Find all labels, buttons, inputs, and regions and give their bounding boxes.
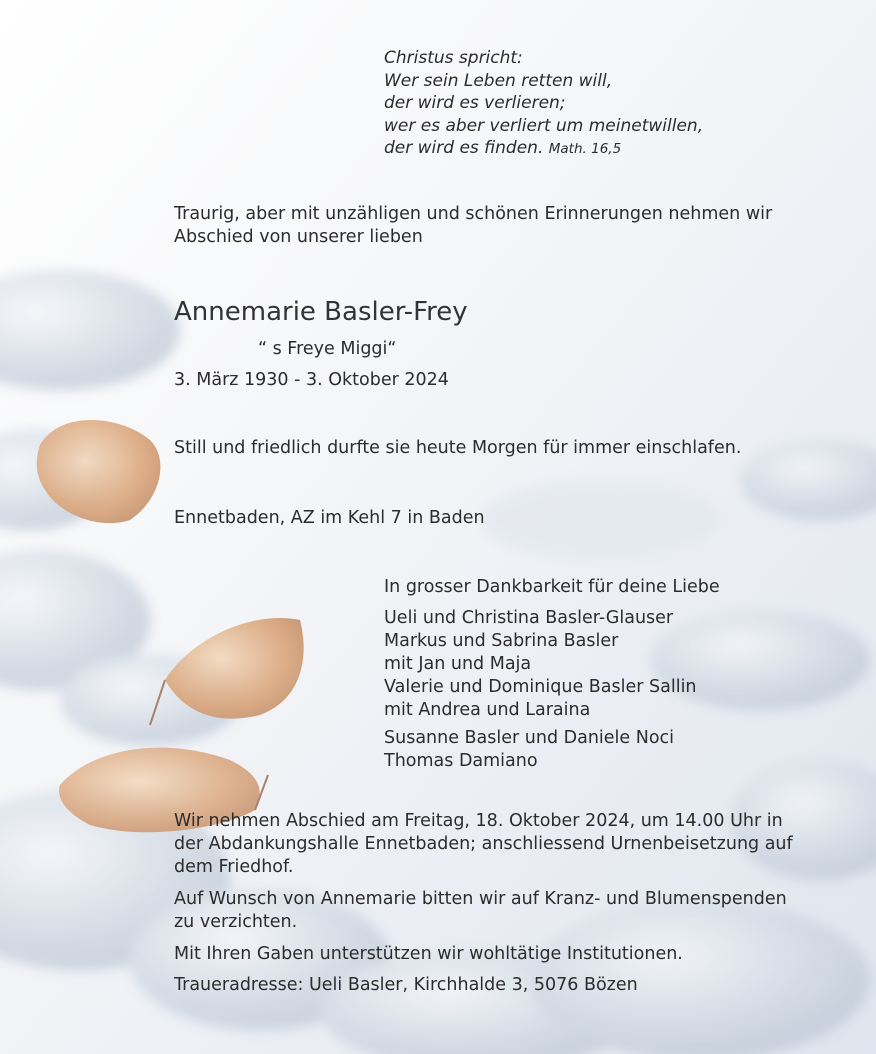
bible-verse: [384, 47, 703, 161]
mourner-line: Ueli und Christina Basler-Glauser: [384, 608, 674, 628]
mourner-line: Thomas Damiano: [384, 751, 538, 771]
passing-statement: Still und friedlich durfte sie heute Morgen für immer einschlafen.: [174, 438, 742, 458]
verse-line: Wer sein Leben retten will,: [384, 70, 613, 91]
wish-line: Auf Wunsch von Annemarie bitten wir auf Kranz- und Blumenspenden: [174, 889, 787, 909]
mourners-group-1: [384, 607, 697, 722]
funeral-line: dem Friedhof.: [174, 857, 294, 877]
funeral-details: [174, 810, 793, 879]
mourner-line: Valerie und Dominique Basler Sallin: [384, 677, 697, 697]
mourner-line: Susanne Basler und Daniele Noci: [384, 728, 675, 748]
verse-line: der wird es verlieren;: [384, 93, 566, 113]
donation-note: Mit Ihren Gaben unterstützen wir wohltätige Institutionen.: [174, 944, 683, 964]
mourner-line: mit Jan und Maja: [384, 654, 532, 674]
deceased-name: Annemarie Basler-Frey: [174, 297, 468, 327]
gratitude-line: In grosser Dankbarkeit für deine Liebe: [384, 577, 720, 597]
mourner-line: mit Andrea und Laraina: [384, 700, 591, 720]
deceased-nickname: “ s Freye Miggi“: [258, 339, 397, 359]
verse-line: Christus spricht:: [384, 48, 523, 68]
funeral-line: Wir nehmen Abschied am Freitag, 18. Oktober 2024, um 14.00 Uhr in: [174, 811, 783, 831]
intro-line: Abschied von unserer lieben: [174, 227, 423, 247]
intro-line: Traurig, aber mit unzähligen und schönen Erinnerungen nehmen wir: [174, 204, 773, 224]
verse-last-line: [384, 137, 703, 161]
mourning-address: Traueradresse: Ueli Basler, Kirchhalde 3, 5076 Bözen: [174, 975, 638, 995]
verse-line: wer es aber verliert um meinetwillen,: [384, 115, 704, 136]
funeral-line: der Abdankungshalle Ennetbaden; anschliessend Urnenbeisetzung auf: [174, 834, 793, 854]
life-dates: 3. März 1930 - 3. Oktober 2024: [174, 370, 449, 390]
intro-text: [174, 203, 772, 249]
residence: Ennetbaden, AZ im Kehl 7 in Baden: [174, 508, 485, 528]
wreath-request: [174, 888, 787, 934]
wish-line: zu verzichten.: [174, 912, 298, 932]
verse-line: der wird es finden.: [384, 138, 544, 158]
verse-reference: Math. 16,5: [548, 141, 622, 157]
mourner-line: Markus und Sabrina Basler: [384, 631, 619, 651]
mourners-group-2: [384, 727, 674, 773]
